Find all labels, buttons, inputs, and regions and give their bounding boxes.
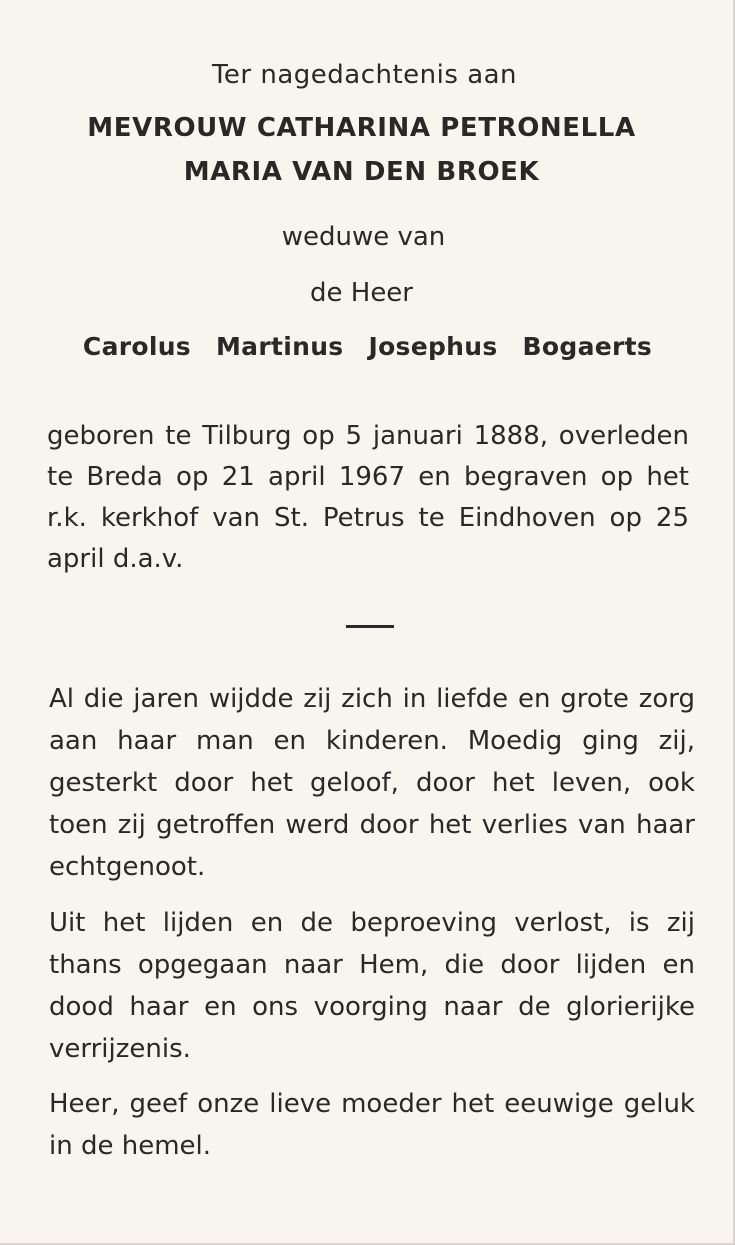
memorial-paragraph-1: Al die jaren wijdde zij zich in liefde en grote zorg aan haar man en kinderen. Moedig ging zij, gesterkt door het geloof, door het leven, ook toen zij getroffen werd door het verlies van haar echtgenoot. [49, 684, 695, 882]
widow-of-line: weduwe van [281, 222, 446, 252]
separator-rule [346, 625, 394, 628]
intro-line: Ter nagedachtenis aan [211, 60, 518, 90]
memorial-paragraph-2: Uit het lijden en de beproeving verlost, is zij thans opgegaan naar Hem, die door lijden en dood haar en ons voorging naar de glorierijke verrijzenis. [49, 908, 695, 1064]
biography-paragraph: geboren te Tilburg op 5 januari 1888, overleden te Breda op 21 april 1967 en begraven op het r.k. kerkhof van St. Petrus te Eindhoven op 25 april d.a.v. [47, 421, 689, 574]
deceased-name-line-2: MARIA VAN DEN BROEK [183, 157, 540, 187]
husband-name: Carolus Martinus Josephus Bogaerts [82, 332, 653, 361]
deceased-name-line-1: MEVROUW CATHARINA PETRONELLA [87, 113, 636, 143]
title-line: de Heer [310, 278, 413, 308]
memorial-paragraph-3: Heer, geef onze lieve moeder het eeuwige geluk in de hemel. [49, 1089, 695, 1161]
